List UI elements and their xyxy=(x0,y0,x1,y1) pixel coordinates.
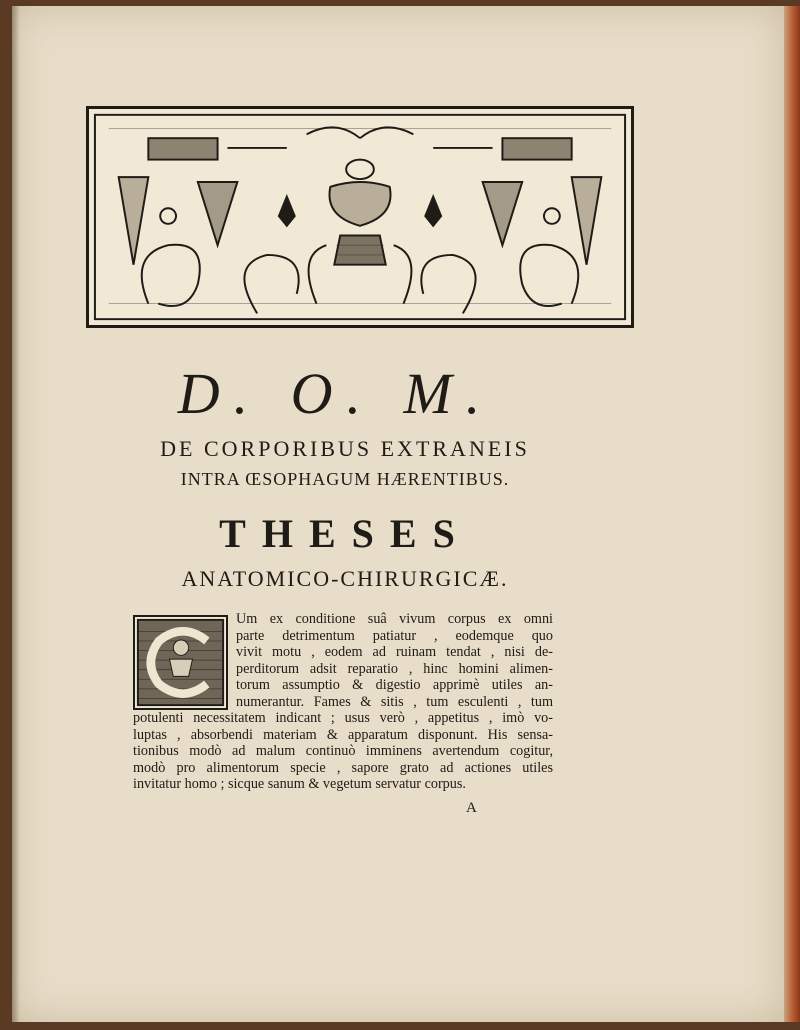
subtitle-line-2: INTRA ŒSOPHAGUM HÆRENTIBUS. xyxy=(180,469,510,489)
body-line: torum assumptio & digestio apprimè utiles an- xyxy=(236,677,553,693)
page-edge xyxy=(784,6,800,1022)
signature-mark: A xyxy=(466,800,477,816)
body-line: Um ex conditione suâ vivum corpus ex omni xyxy=(236,611,553,627)
dom-heading: D. O. M. xyxy=(177,361,495,426)
body-line: vivit motu , eodem ad ruinam tendat , nisi de- xyxy=(236,644,553,660)
body-line: luptas , absorbendi materiam & apparatum disponunt. His sensa- xyxy=(133,726,553,743)
body-line: numerantur. Fames & sitis , tum esculenti , tum xyxy=(236,693,553,710)
body-line: parte detrimentum patiatur , eodemque quo xyxy=(236,627,553,644)
subject-title: ANATOMICO-CHIRURGICÆ. xyxy=(181,566,509,591)
woodcut-headpiece xyxy=(86,106,634,328)
body-line: potulenti necessitatem indicant ; usus verò , appetitus , imò vo- xyxy=(133,710,553,726)
gutter-shadow xyxy=(12,6,20,1022)
body-line: tionibus modò ad malum continuò imminens avertendum cogitur, xyxy=(133,743,553,759)
body-paragraph xyxy=(133,611,553,793)
theses-title: THESES xyxy=(219,511,471,556)
body-line: perditorum adsit reparatio , hinc homini alimen- xyxy=(236,660,553,677)
subtitle-line-1: DE CORPORIBUS EXTRANEIS xyxy=(160,436,530,461)
body-line: modò pro alimentorum specie , sapore grato ad actiones utiles xyxy=(133,759,553,776)
body-line: invitatur homo ; sicque sanum & vegetum servatur corpus. xyxy=(133,776,466,792)
